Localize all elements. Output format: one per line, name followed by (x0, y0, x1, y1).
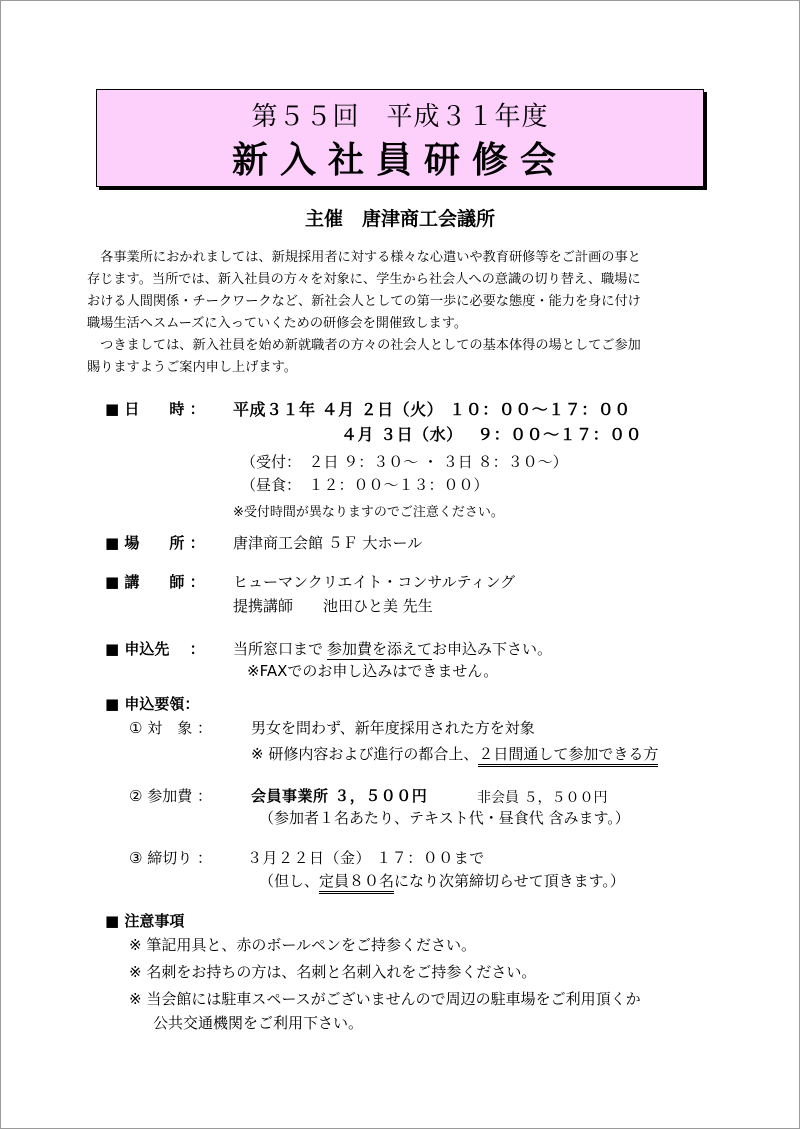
venue-value: 唐津商工会館 ５Ｆ 大ホール (233, 534, 423, 552)
datetime-day1: 平成３１年 ４月 ２日（火） １０：００～１７：００ (233, 400, 631, 419)
fee-member: 会員事業所 ３，５００円 (251, 787, 428, 805)
intro-line: 賜りますようご案内申し上げます。 (87, 360, 297, 375)
target-note-pre: ※ 研修内容および進行の都合上、 (251, 745, 479, 763)
fee-nonmember: 非会員 ５，５００円 (477, 790, 608, 806)
target-value: 男女を問わず、新年度採用された方を対象 (251, 719, 535, 737)
deadline-note-pre: （但し、 (259, 872, 320, 890)
reception-note: ※受付時間が異なりますのでご注意ください。 (233, 505, 504, 520)
apply-text-post: お申込み下さい。 (432, 640, 553, 658)
apply-text-pre: 当所窓口まで (233, 640, 324, 658)
apply-text-underlined: 参加費を添えて (327, 640, 433, 658)
lecturer-company: ヒューマンクリエイト・コンサルティング (233, 573, 516, 591)
intro-line: 各事業所におかれましては、新規採用者に対する様々な心遣いや教育研修等をご計画の事と (87, 250, 641, 265)
intro-line: 存じます。当所では、新入社員の方々を対象に、学生から社会人への意識の切り替え、職場に (87, 272, 641, 287)
note-item: ※ 名刺をお持ちの方は、名刺と名刺入れをご持参ください。 (129, 963, 537, 981)
lecturer-name: 提携講師 池田ひと美 先生 (233, 597, 433, 615)
deadline-note-post: になり次第締切らせて頂きます。） (394, 872, 625, 890)
target-note (251, 743, 658, 764)
fax-note: ※FAXでのお申し込みはできません。 (247, 662, 499, 680)
apply-label: ■ 申込先 ： (105, 640, 205, 658)
datetime-day2: ４月 ３日（水） ９：００～１７：００ (341, 425, 643, 444)
event-title: 新入社員研修会 (231, 140, 568, 181)
deadline-note (259, 870, 625, 891)
venue-label: ■ 場 所 ： (105, 534, 205, 552)
title-box (96, 89, 704, 187)
notes-label: ■ 注意事項 (105, 912, 185, 930)
lecturer-label: ■ 講 師 ： (105, 573, 205, 591)
note-item: ※ 当会館には駐車スペースがございませんので周辺の駐車場をご利用頂くか (129, 990, 641, 1008)
organizer: 主催 唐津商工会議所 (304, 208, 495, 230)
deadline-value: ３月２２日（金） １７：００まで (247, 849, 485, 867)
lunch-time: （昼食： １２：００～１３：００） (241, 476, 489, 494)
target-note-underlined: ２日間通して参加できる方 (478, 745, 658, 767)
intro-line: 職場生活へスムーズに入っていくための研修会を開催致します。 (87, 316, 468, 331)
fee-label: ② 参加費 ： (129, 787, 212, 805)
intro-line: おける人間関係・チークワークなど、新社会人としての第一歩に必要な態度・能力を身に付け (87, 294, 641, 309)
deadline-label: ③ 締切り ： (129, 849, 212, 867)
reception-time: （受付： ２日 ９：３０～ ・ ３日 ８：３０～） (241, 453, 568, 471)
target-label: ① 対 象 ： (129, 719, 212, 737)
intro-line: つきましては、新入社員を始め新就職者の方々の社会人としての基本体得の場としてご参加 (87, 338, 641, 353)
intro-paragraph (87, 247, 737, 379)
deadline-note-underlined: 定員８０名 (319, 872, 394, 894)
datetime-label: ■ 日 時 ： (105, 400, 205, 418)
note-item: ※ 筆記用具と、赤のボールペンをご持参ください。 (129, 936, 477, 954)
fee-note: （参加者１名あたり、テキスト代・昼食代 含みます。） (259, 809, 630, 827)
apply-instruction (233, 638, 552, 659)
note-item-continuation: 公共交通機関をご利用下さい。 (153, 1014, 364, 1032)
event-subtitle: 第５５回 平成３１年度 (251, 102, 549, 132)
requirements-label: ■ 申込要領： (105, 695, 200, 713)
